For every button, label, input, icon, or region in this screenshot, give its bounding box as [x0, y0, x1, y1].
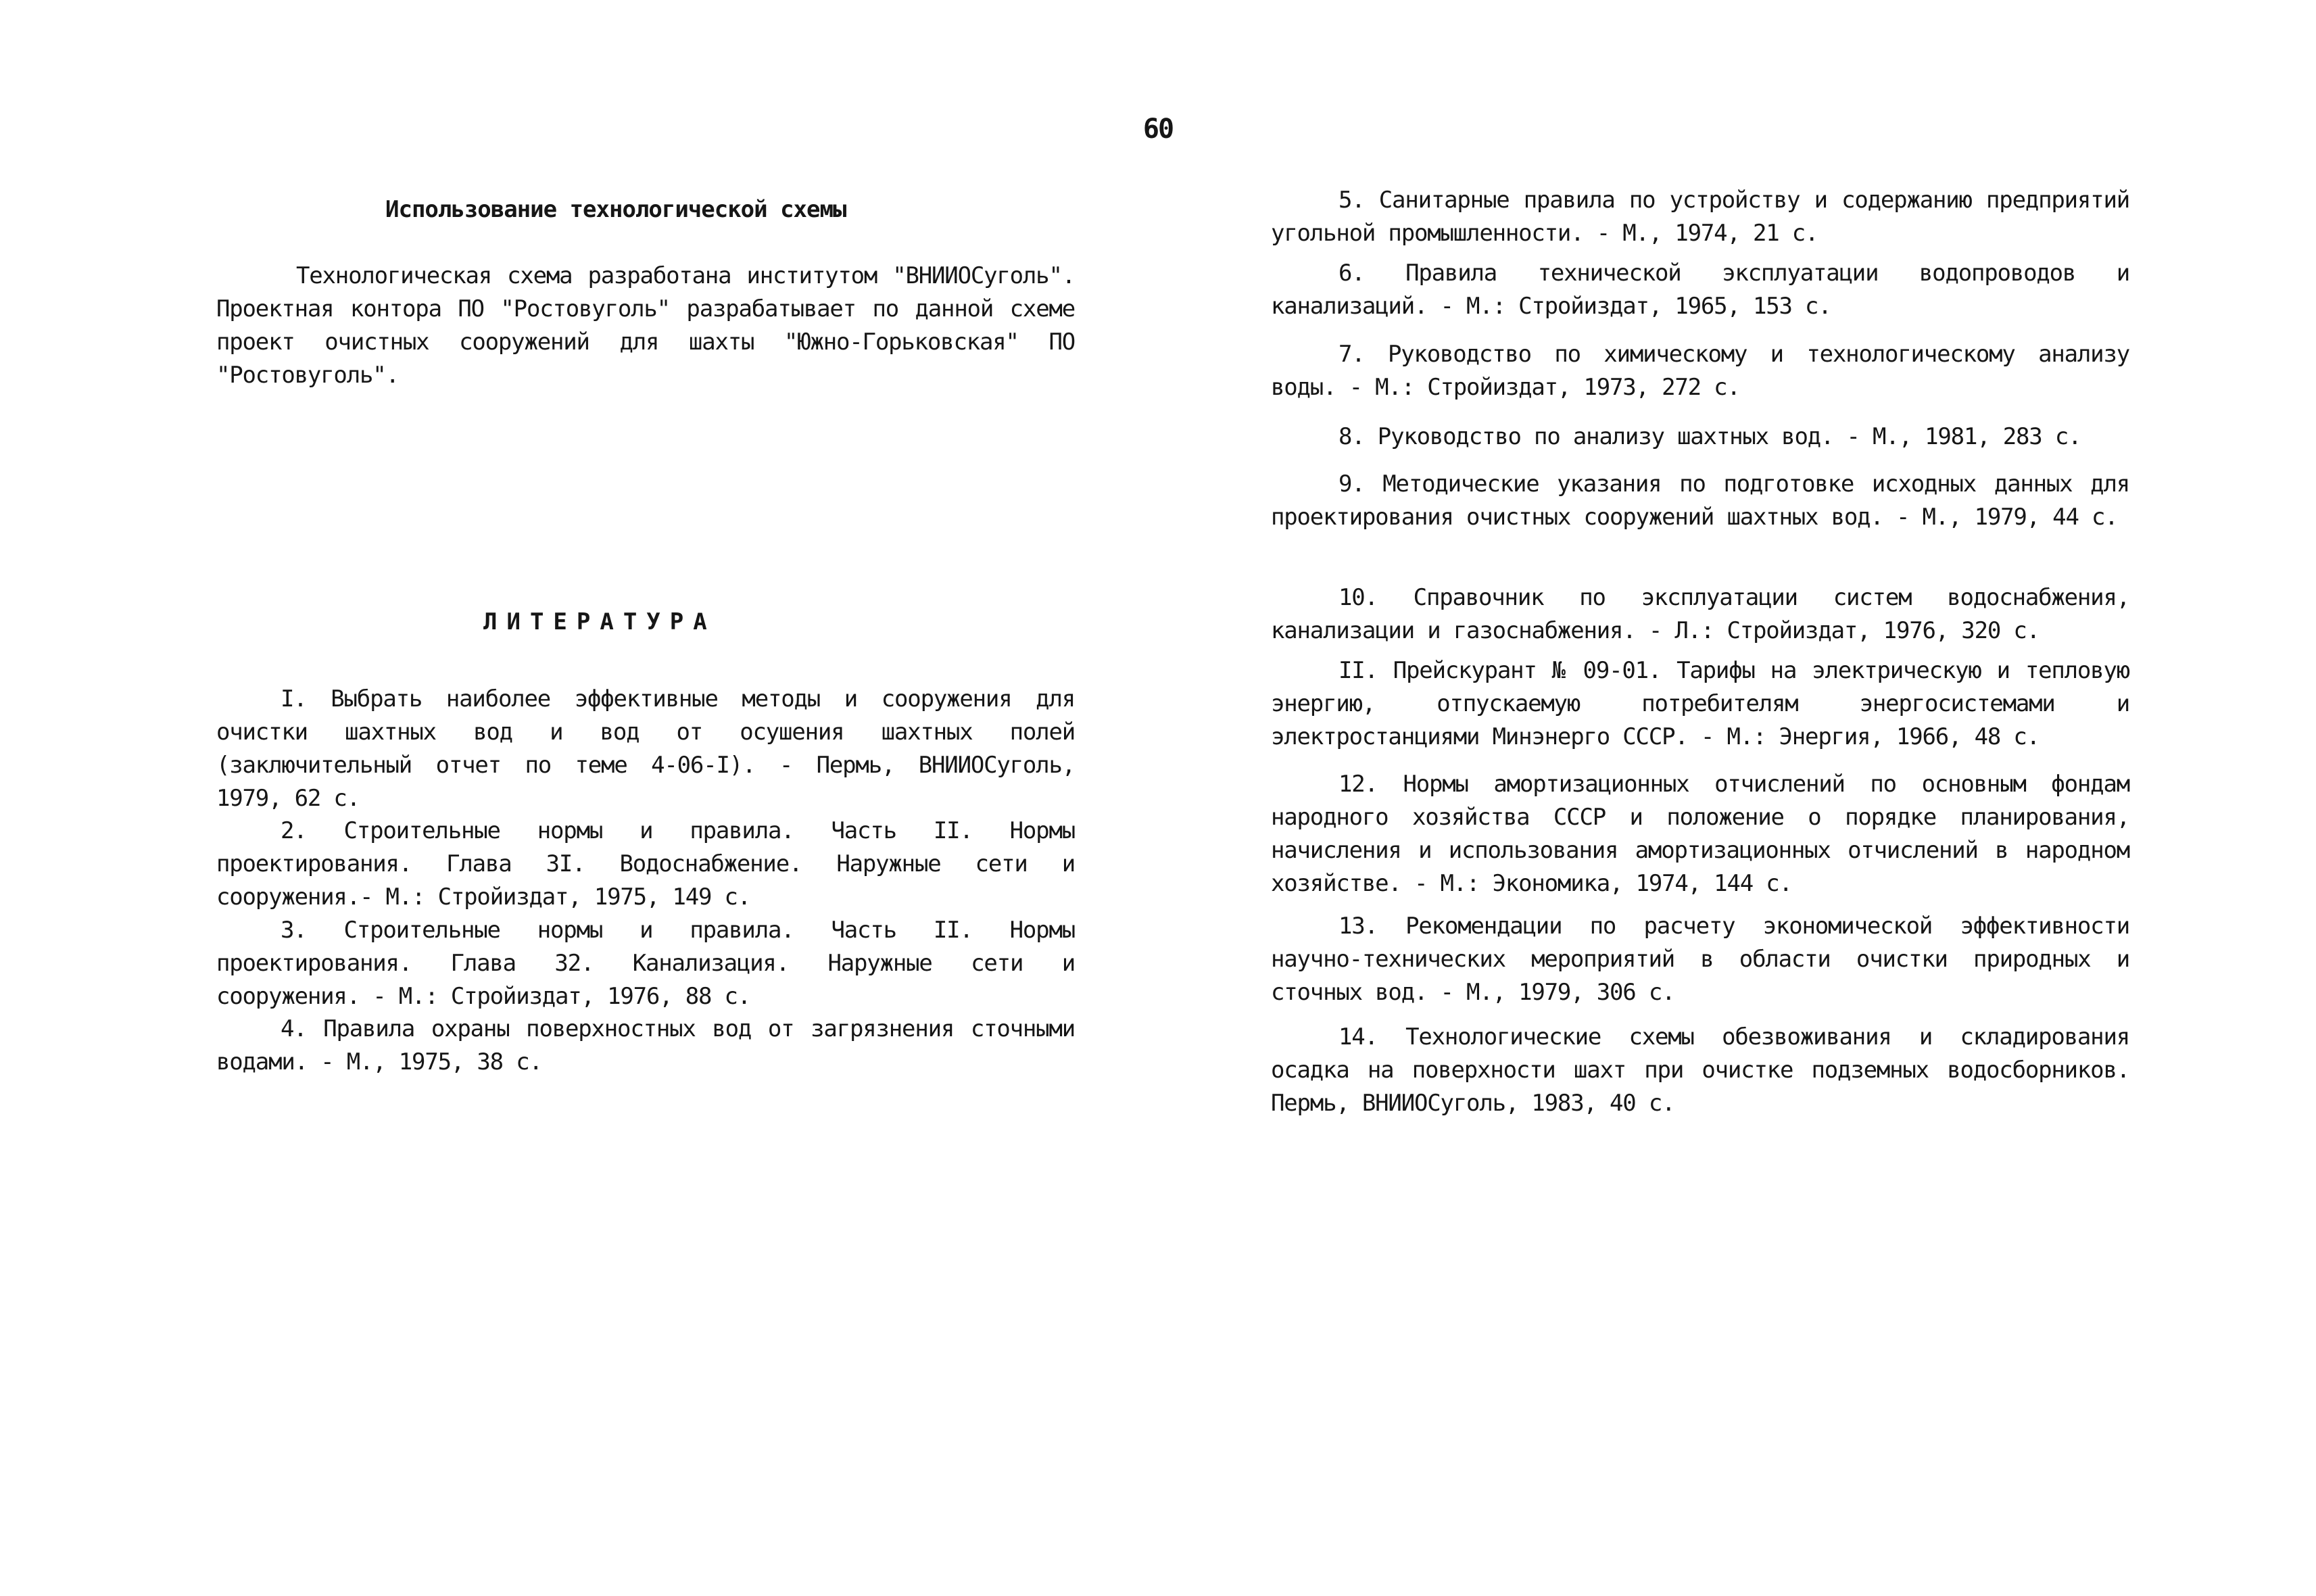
- reference-item-2: 2. Строительные нормы и правила. Часть II. Нормы проектирования. Глава 3I. Водоснабжение. Наружные сети и сооружения.- М.: Стройиздат, 1975, 149 с.: [216, 817, 1075, 911]
- reference-item-5: 5. Санитарные правила по устройству и содержанию предприятий угольной промышленности. - М., 1974, 21 с.: [1271, 187, 2129, 247]
- reference-item-9: 9. Методические указания по подготовке исходных данных для проектирования очистных сооружений шахтных вод. - М., 1979, 44 с.: [1271, 470, 2129, 531]
- usage-paragraph: Технологическая схема разработана институтом "ВНИИОСуголь". Проектная контора ПО "Ростовуголь" разрабатывает по данной схеме проект очистных сооружений для шахты "Южно-Горьковская" ПО "Ростовуголь".: [216, 262, 1075, 389]
- reference-item-1: I. Выбрать наиболее эффективные методы и сооружения для очистки шахтных вод и вод от осушения шахтных полей (заключительный отчет по теме 4-06-I). - Пермь, ВНИИОСуголь, 1979, 62 с.: [216, 685, 1075, 812]
- reference-item-12: 12. Нормы амортизационных отчислений по основным фондам народного хозяйства СССР и положение о порядке планирования, начисления и использования амортизационных отчислений в народном хозяйстве. - М.: Экономика, 1974, 144 с.: [1271, 771, 2129, 897]
- reference-item-4: 4. Правила охраны поверхностных вод от загрязнения сточными водами. - М., 1975, 38 с.: [216, 1015, 1075, 1075]
- reference-item-11: II. Прейскурант № 09-01. Тарифы на электрическую и тепловую энергию, отпускаемую потребителям энергосистемами и электростанциями Минэнерго СССР. - М.: Энергия, 1966, 48 с.: [1271, 657, 2129, 750]
- reference-item-13: 13. Рекомендации по расчету экономической эффективности научно-технических мероприятий в области очистки природных и сточных вод. - М., 1979, 306 с.: [1271, 913, 2129, 1006]
- reference-item-6: 6. Правила технической эксплуатации водопроводов и канализаций. - М.: Стройиздат, 1965, 153 с.: [1271, 260, 2129, 320]
- usage-heading: Использование технологической схемы: [385, 196, 846, 223]
- page-number: 60: [1142, 114, 1174, 145]
- reference-item-14: 14. Технологические схемы обезвоживания и складирования осадка на поверхности шахт при очистке подземных водосборников. Пермь, ВНИИОСуголь, 1983, 40 с.: [1271, 1023, 2129, 1117]
- reference-item-8: 8. Руководство по анализу шахтных вод. - М., 1981, 283 с.: [1338, 423, 2081, 450]
- literature-heading: ЛИТЕРАТУРА: [483, 608, 717, 635]
- reference-item-3: 3. Строительные нормы и правила. Часть II. Нормы проектирования. Глава 32. Канализация. Наружные сети и сооружения. - М.: Стройиздат, 1976, 88 с.: [216, 917, 1075, 1010]
- reference-item-10: 10. Справочник по эксплуатации систем водоснабжения, канализации и газоснабжения. - Л.: Стройиздат, 1976, 320 с.: [1271, 584, 2129, 644]
- reference-item-7: 7. Руководство по химическому и технологическому анализу воды. - М.: Стройиздат, 1973, 272 с.: [1271, 341, 2129, 401]
